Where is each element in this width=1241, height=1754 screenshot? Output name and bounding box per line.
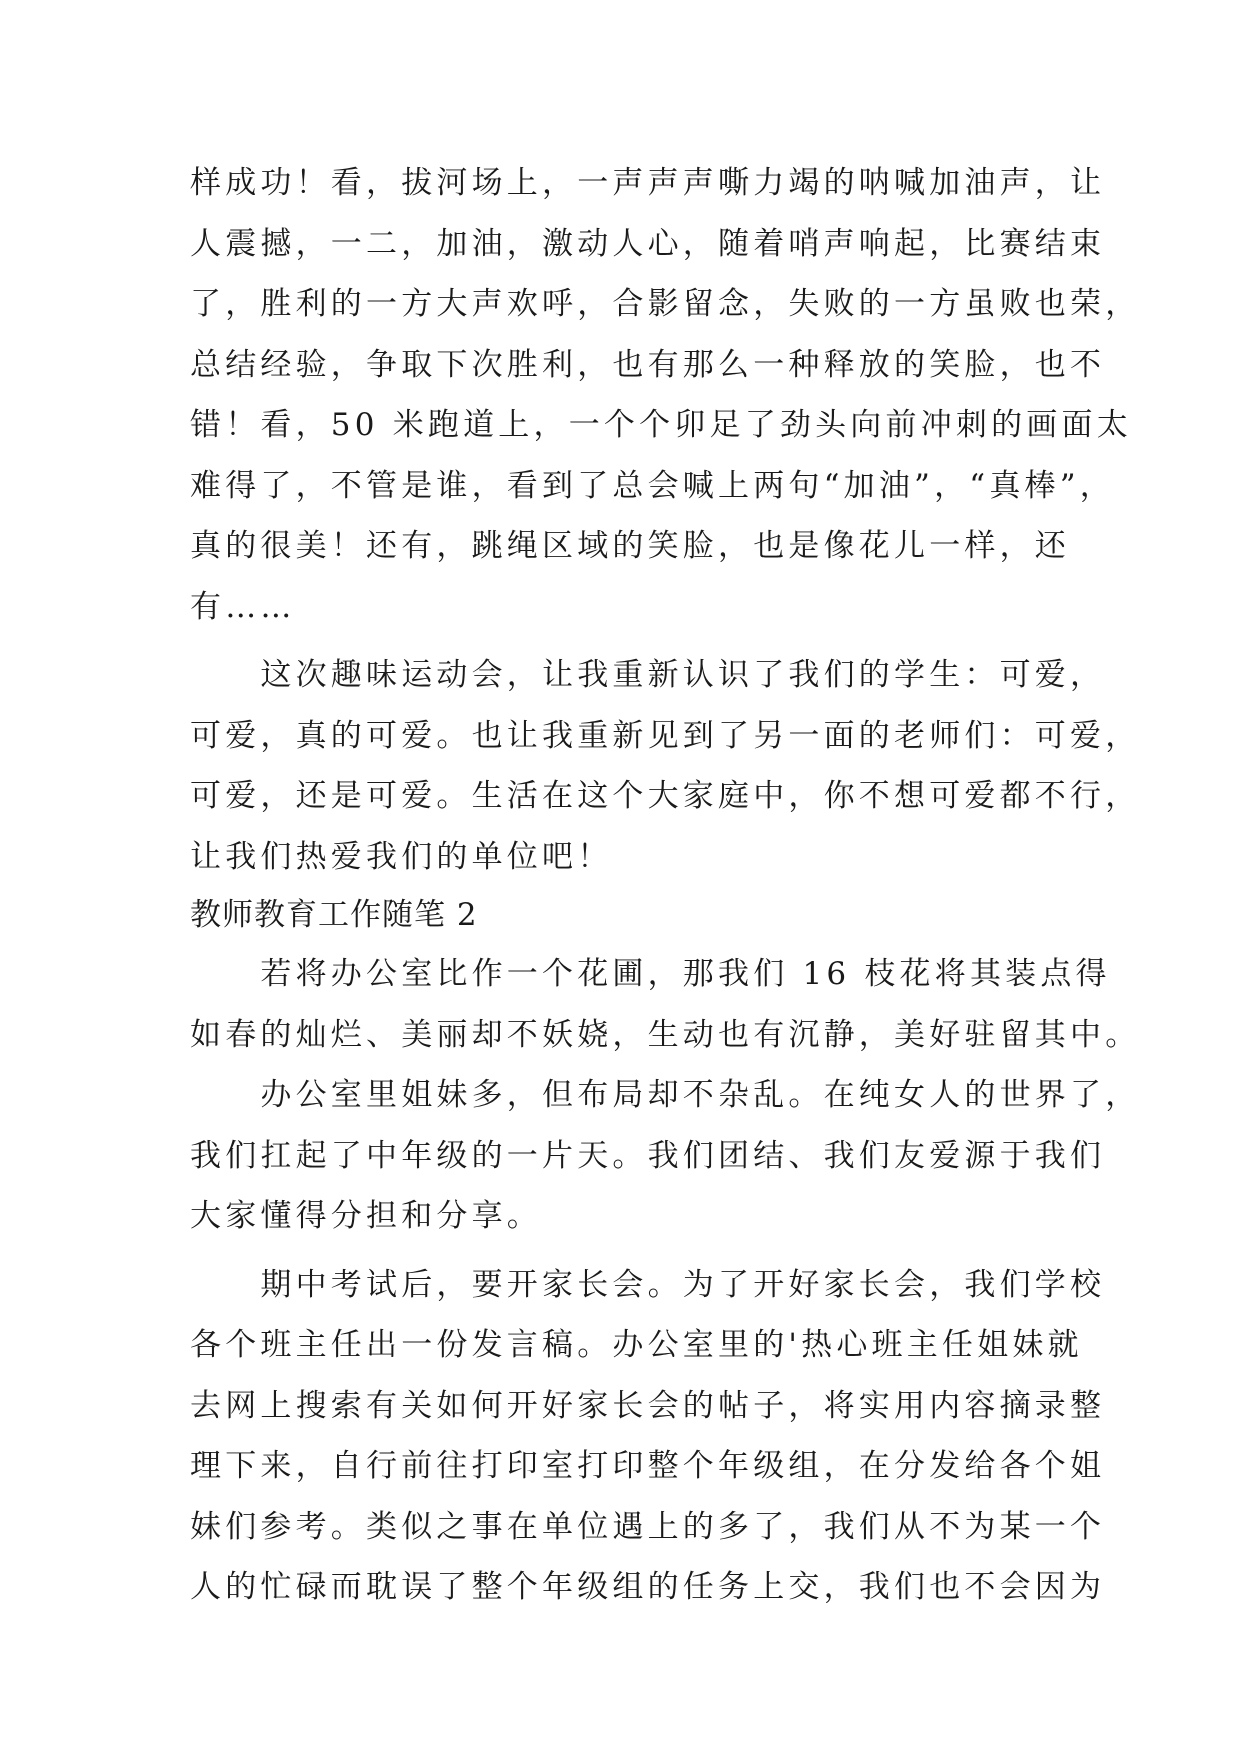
text-line: 真的很美！还有，跳绳区域的笑脸，也是像花儿一样，还 — [190, 528, 1070, 564]
text-line: 难得了，不管是谁，看到了总会喊上两句“加油”，“真棒”， — [190, 467, 1115, 504]
document-body — [190, 153, 1141, 1618]
text-line: 让我们热爱我们的单位吧！ — [190, 838, 613, 875]
text-line: 如春的灿烂、美丽却不妖娆，生动也有沉静，美好驻留其中。 — [190, 1016, 1141, 1053]
section-paragraph-2 — [190, 1065, 1141, 1247]
text-line: 样成功！看，拔河场上，一声声声嘶力竭的呐喊加油声，让 — [190, 165, 1106, 201]
text-line: 大家懂得分担和分享。 — [190, 1198, 542, 1234]
paragraph-gap — [190, 637, 1060, 645]
text-line: 总结经验，争取下次胜利，也有那么一种释放的笑脸，也不 — [190, 346, 1106, 383]
text-line: 这次趣味运动会，让我重新认识了我们的学生：可爱， — [190, 657, 1106, 693]
section-title: 教师教育工作随笔 2 — [190, 897, 478, 933]
text-line: 可爱，真的可爱。也让我重新见到了另一面的老师们：可爱， — [190, 717, 1141, 754]
text-line: 各个班主任出一份发言稿。办公室里的'热心班主任姐妹就 — [190, 1327, 1083, 1363]
text-line: 人震撼，一二，加油，激动人心，随着哨声响起，比赛结束 — [190, 225, 1106, 262]
text-line: 有…… — [190, 588, 296, 625]
text-line: 理下来，自行前往打印室打印整个年级组，在分发给各个姐 — [190, 1448, 1106, 1484]
text-line: 了，胜利的一方大声欢呼，合影留念，失败的一方虽败也荣， — [190, 286, 1141, 322]
section-paragraph-3 — [190, 1255, 1106, 1618]
text-line: 可爱，还是可爱。生活在这个大家庭中，你不想可爱都不行， — [190, 778, 1141, 814]
text-line: 期中考试后，要开家长会。为了开好家长会，我们学校 — [190, 1266, 1106, 1303]
paragraph-2 — [190, 645, 1141, 887]
text-line: 人的忙碌而耽误了整个年级组的任务上交，我们也不会因为 — [190, 1569, 1106, 1605]
text-line: 错！看，50 米跑道上，一个个卯足了劲头向前冲刺的画面太 — [190, 407, 1132, 443]
text-line: 若将办公室比作一个花圃，那我们 16 枝花将其装点得 — [190, 956, 1111, 992]
paragraph-gap — [190, 1247, 1060, 1255]
text-line: 办公室里姐妹多，但布局却不杂乱。在纯女人的世界了， — [190, 1077, 1141, 1113]
section-paragraph-1 — [190, 944, 1141, 1065]
paragraph-1 — [190, 153, 1141, 637]
text-line: 妹们参考。类似之事在单位遇上的多了，我们从不为某一个 — [190, 1508, 1106, 1545]
text-line: 去网上搜索有关如何开好家长会的帖子，将实用内容摘录整 — [190, 1387, 1106, 1424]
text-line: 我们扛起了中年级的一片天。我们团结、我们友爱源于我们 — [190, 1137, 1106, 1174]
